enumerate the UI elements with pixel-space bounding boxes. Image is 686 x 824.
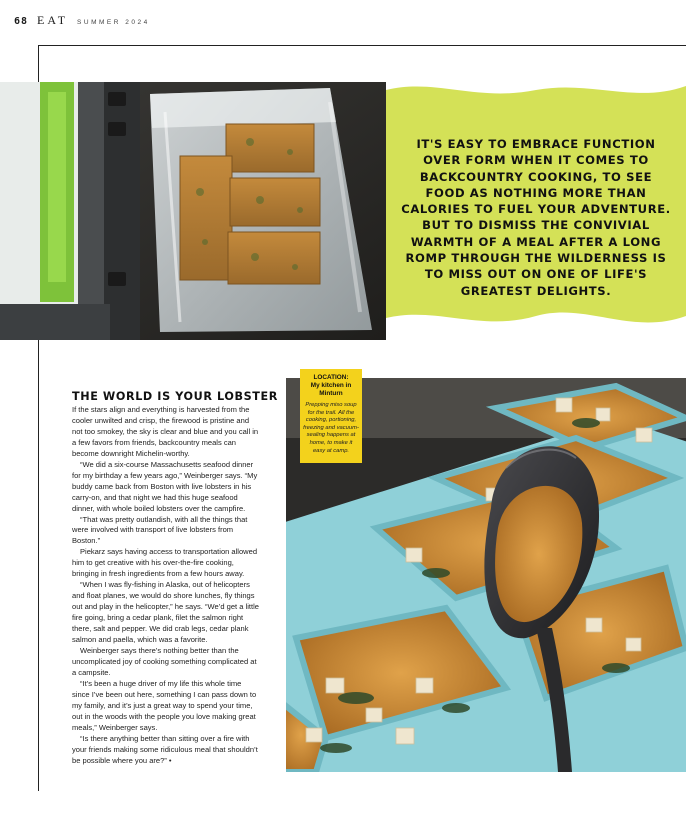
magazine-name: EAT bbox=[37, 13, 69, 27]
photo-caption bbox=[300, 369, 362, 463]
vacuum-sealed-food-photo bbox=[0, 82, 386, 340]
paragraph: “Is there anything better than sitting over a fire with your friends making some ridiculous meal that shouldn’t be possible where you are?” • bbox=[72, 733, 258, 765]
pull-quote: IT'S EASY TO EMBRACE FUNCTION OVER FORM WHEN IT COMES TO BACKCOUNTRY COOKING, TO SEE FOOD AS NOTHING MORE THAN CALORIES TO FUEL YOUR ADVENTURE. BUT TO DISMISS THE CONVIVIAL WARMTH OF A MEAL AFTER A LONG ROMP THROUGH THE WILDERNESS IS TO MISS OUT ON ONE OF LIFE'S GREATEST DELIGHTS. bbox=[401, 137, 671, 298]
paragraph: “When I was fly-fishing in Alaska, out of helicopters and float planes, we would do shore lunches, fly things out and play in the helicopter,” he says. “We’d get a little fire going, bring a cedar plank, filet the salmon right there, salt and pepper. We did crab legs, cedar plank salmon and paella, which was a favorite. bbox=[72, 580, 259, 645]
paragraph: Piekarz says having access to transportation allowed him to get creative with his over-the-fire cooking, bringing in fresh ingredients from a few hours away. bbox=[72, 547, 258, 579]
top-rule bbox=[38, 45, 686, 46]
page-number: 68 bbox=[14, 16, 29, 27]
paragraph: “That was pretty outlandish, with all the things that were involved with transport of live lobsters from Boston.” bbox=[72, 514, 248, 546]
paragraph: Weinberger says there’s nothing better than the uncomplicated joy of cooking something complicated at a campsite. bbox=[72, 645, 257, 677]
paragraph: If the stars align and everything is harvested from the cooler unwilted and crisp, the firewood is pristine and not too smokey, the sky is clear and blue and you call in a few favors from friends, backcountry meals can become downright Michelin-worthy. bbox=[72, 405, 259, 458]
caption-text: Prepping miso soup for the trail. All the cooking, portioning, freezing and vacuum-sealing happens at home, to make it easy at camp. bbox=[303, 402, 359, 454]
caption-place: My kitchen in Minturn bbox=[310, 382, 352, 397]
article-headline: THE WORLD IS YOUR LOBSTER bbox=[72, 390, 278, 403]
paragraph: “It’s been a huge driver of my life this whole time since I’ve been out here, something I can pass down to my family, and it’s just a great way to spend your time, out in the woods with the people you love making great meals,” Weinberger says. bbox=[72, 678, 257, 732]
folio bbox=[14, 13, 150, 28]
issue-label: SUMMER 2024 bbox=[77, 19, 150, 26]
article-body bbox=[72, 405, 260, 766]
caption-label: LOCATION: bbox=[313, 374, 349, 381]
paragraph: “We did a six-course Massachusetts seafood dinner for my birthday a few years ago,” Weinberger says. “My buddy came back from Boston with live lobsters in his carry-on, and that night we had this huge seafood dinner, with whole boiled lobsters over the campfire. bbox=[72, 459, 258, 513]
